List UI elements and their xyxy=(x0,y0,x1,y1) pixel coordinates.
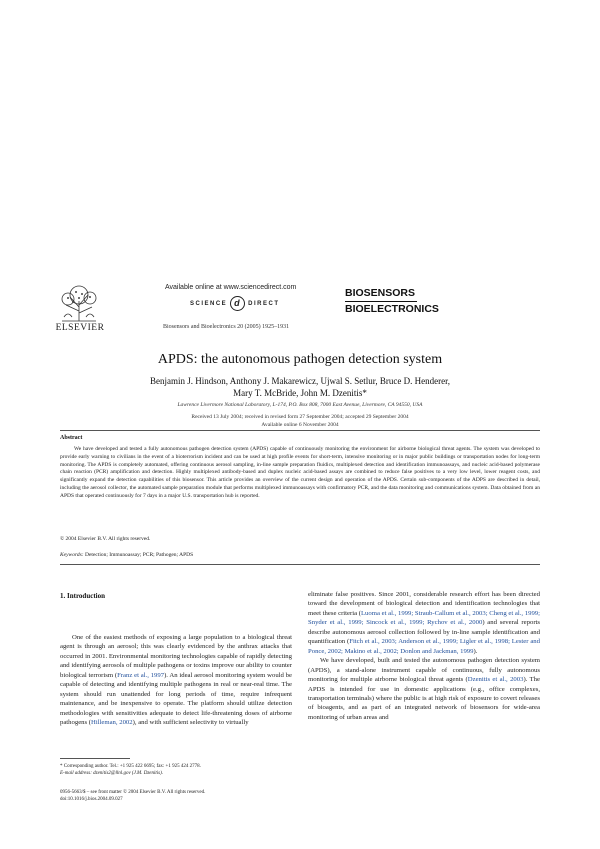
text-run: ), and with sufficient selectivity to virtually xyxy=(132,719,249,727)
article-dates xyxy=(0,413,600,429)
text-run: We have developed, built and tested the autonomous pathogen detection system (APDS), a stand-alone instrument capable of continuous, fully autonomous monitoring for multiple airborne biological threat agents ( xyxy=(308,657,540,684)
abstract-top-rule xyxy=(60,430,540,431)
journal-logo-line1: BIOSENSORS xyxy=(345,287,416,299)
affiliation: Lawrence Livermore National Laboratory, L-174, P.O. Box 808, 7000 East Avenue, Livermore, CA 94550, USA xyxy=(177,402,423,408)
article-title: APDS: the autonomous pathogen detection system xyxy=(157,352,443,367)
text-run: ). An ideal aerosol monitoring system would be capable of detecting and identifying multiple pathogens in real or near-real time. The system should run unattended for long periods of time, require infrequent maintenance, and be inexpensive to operate. The platform should utilize detection methodologies with sensitivities adequate to detect life-threatening doses of airborne pathogens ( xyxy=(60,671,292,727)
citation-link[interactable]: Dzenitis et al., 2003 xyxy=(467,676,524,684)
sd-right-text: DIRECT xyxy=(248,301,280,308)
authors-line-1: Benjamin J. Hindson, Anthony J. Makarewicz, Ujwal S. Setlur, Bruce D. Henderer, xyxy=(150,376,450,386)
journal-logo-line2: BIOELECTRONICS xyxy=(345,303,439,316)
corresponding-author: * Corresponding author. Tel.: +1 925 422 6695; fax: +1 925 424 2778. xyxy=(60,764,201,769)
intro-paragraph-cont xyxy=(308,590,540,656)
text-run: eliminate false positives. Since 2001, considerable research effort has been directed toward the development of biological detection and identification technologies that meet these criteria ( xyxy=(308,591,540,617)
author-list xyxy=(60,375,540,399)
text-run: ). xyxy=(473,647,478,655)
journal-logo xyxy=(345,287,439,316)
text-run: One of the easiest methods of exposing a large population to a biological threat agent is through an aerosol; this was clearly evidenced by the anthrax attacks that occurred in 2001. Environmental monitoring technologies capable of rapidly detecting and identifying aerosols of multiple pathogens or toxins improve our ability to counter biological terrorism ( xyxy=(60,634,292,679)
left-column xyxy=(60,633,292,728)
right-column xyxy=(308,590,540,722)
sd-mark: d xyxy=(230,296,245,311)
sd-left-text: SCIENCE xyxy=(190,301,228,308)
abstract-copyright: © 2004 Elsevier B.V. All rights reserved. xyxy=(60,536,151,542)
text-run: ) and several reports describe autonomous aerosol collection followed by in-line sample identification and quantification ( xyxy=(308,619,541,646)
intro-paragraph-2 xyxy=(308,656,540,722)
doi-line[interactable]: doi:10.1016/j.bios.2004.09.027 xyxy=(60,797,123,802)
publisher-name: ELSEVIER xyxy=(55,323,105,333)
keywords xyxy=(60,552,193,558)
footnote xyxy=(60,763,201,777)
keywords-label: Keywords: xyxy=(60,552,84,558)
availability-note[interactable]: Available online at www.sciencedirect.com xyxy=(165,284,297,291)
intro-paragraph-1 xyxy=(60,633,292,728)
available-online-date: Available online 6 November 2004 xyxy=(261,422,339,428)
received-dates: Received 13 July 2004; received in revised form 27 September 2004; accepted 29 September 2004 xyxy=(191,414,409,420)
footnote-rule xyxy=(60,758,130,759)
citation-link[interactable]: Franz et al., 1997 xyxy=(117,671,165,679)
sciencedirect-logo xyxy=(190,296,280,311)
keywords-list: Detection; Immunoassay; PCR; Pathogen; APDS xyxy=(85,552,194,558)
abstract-heading: Abstract xyxy=(60,435,83,441)
journal-reference: Biosensors and Bioelectronics 20 (2005) 1925–1931 xyxy=(163,324,290,330)
citation-link[interactable]: Fitch et al., 2003; Anderson et al., 1999; Ligler et al., 1998; Lester and Ponce, 2002; Makino et al., 2002; Donlon and Jackman, 1999 xyxy=(308,638,540,655)
text-run: ). The APDS is intended for use in domestic applications (e.g., office complexes, transportation terminals) where the public is at high risk of exposure to covert releases of bioagents, and as part of an integrated network of biosensors for wide-area monitoring of urban areas and xyxy=(308,676,540,721)
page-footer xyxy=(60,789,205,803)
abstract-text: We have developed and tested a fully autonomous pathogen detection system (APDS) capable of continuously monitoring the environment for airborne biological threat agents. The system was developed to provide early warning to civilians in the event of a bioterrorism incident and can be used at high profile events for short-term, intensive monitoring or in major public buildings or transportation nodes for long-term monitoring. The APDS is completely automated, offering continuous aerosol sampling, in-line sample preparation fluidics, multiplexed detection and identification immunoassays, and nucleic acid-based polymerase chain reaction (PCR) amplification and detection. Highly multiplexed antibody-based and duplex nucleic acid-based assays are combined to reduce false positives to a very low level, lower reagent costs, and significantly expand the detection capabilities of this biosensor. This article provides an overview of the current design and operation of the APDS. Certain sub-components of the ADPS are described in detail, including the aerosol collector, the automated sample preparation module that performs multiplexed immunoassays with confirmatory PCR, and the data monitoring and communications system. Data obtained from an APDS that operated continuously for 7 days in a major U.S. transportation hub is reported. xyxy=(60,446,540,499)
citation-link[interactable]: Hilleman, 2002 xyxy=(91,719,133,727)
abstract-bottom-rule xyxy=(60,564,540,565)
citation-link[interactable]: Luoma et al., 1999; Straub-Callum et al., 2003; Cheng et al., 1999; Snyder et al., 1999; Sincock et al., 1999; Rychov et al., 2000 xyxy=(308,609,540,627)
issn-line: 0956-5663/$ – see front matter © 2004 Elsevier B.V. All rights reserved. xyxy=(60,790,206,795)
section-heading: 1. Introduction xyxy=(60,592,105,600)
authors-line-2: Mary T. McBride, John M. Dzenitis* xyxy=(233,388,367,398)
journal-logo-divider xyxy=(345,301,417,302)
email-address[interactable]: E-mail address: dzenitis2@llnl.gov (J.M. Dzenitis). xyxy=(60,771,164,776)
elsevier-tree-logo xyxy=(54,283,104,323)
